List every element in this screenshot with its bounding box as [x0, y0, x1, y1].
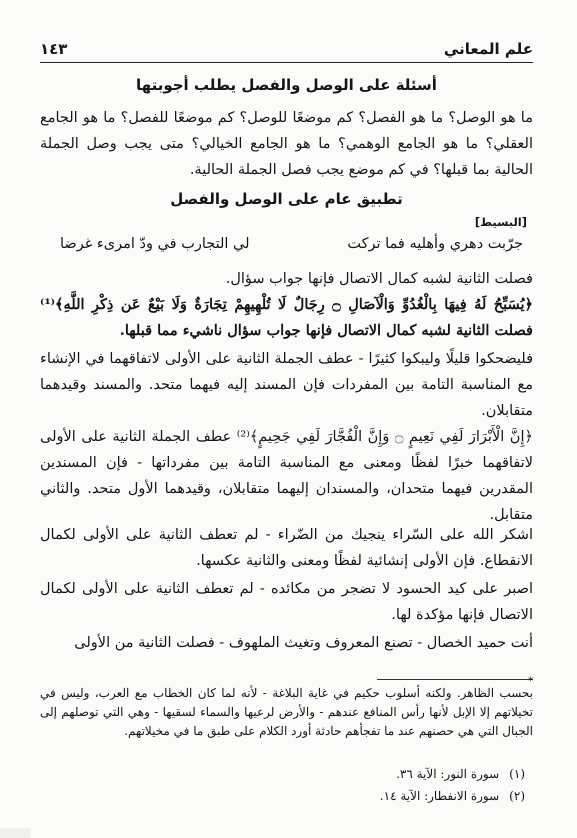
paragraph-4: ﴿إِنَّ الْأَبْرَارَ لَفِي نَعِيمٍ ۝ وَإِنَّ الْفُجَّارَ لَفِي جَحِيمٍ﴾⁽²⁾ عطف الجملة الثانية على الأولى لاتفاقهما خبرًا لفظًا ومعنى مع المناسبة التامة بين مفرداتها - فإن المسندين المقدرين فيهما متحدان، والمسندان إليهما متقابلان، وقيدهما الأول متحد. والثاني متقابل.: [40, 429, 533, 523]
footnote-star-mark: *: [528, 676, 533, 687]
questions-heading: أسئلة على الوصل والفصل يطلب أجوبتها: [136, 76, 437, 94]
application-heading: تطبيق عام على الوصل والفصل: [170, 190, 403, 208]
footnote-rule: [377, 679, 533, 680]
footnote-1: [396, 765, 525, 784]
paragraph-5: اشكر الله على السّراء ينجيك من الضّراء - لم تعطف الثانية على الأولى لكمال الانقطاع. فإن الأولى إنشائية لفظًا ومعنى والثانية عكسها.: [40, 527, 533, 569]
questions-paragraph: ما هو الوصل؟ ما هو الفصل؟ كم موضعًا للوصل؟ كم موضعًا للفصل؟ ما هو الجامع العقلي؟ ما هو الجامع الوهمي؟ ما هو الجامع الخيالي؟ متى يجب وصل الجملة الحالية بما قبلها؟ في كم موضع يجب فصل الجملة الحالية.: [40, 110, 533, 178]
header-section-title: علم المعاني: [443, 40, 533, 58]
page-number: ١٤٣: [40, 40, 68, 58]
footnote-1-text: سورة النور: الآية ٣٦.: [396, 767, 500, 781]
meter-tag: [البسيط]: [474, 215, 527, 229]
footnote-1-number: (١): [509, 767, 525, 781]
paragraph-2: ﴿يُسَبِّحُ لَهُ فِيهَا بِالْغُدُوِّ وَالْآصَالِ ۝ رِجَالٌ لَا تُلْهِيهِمْ تِجَارَةٌ وَلَا بَيْعٌ عَن ذِكْرِ اللَّهِ﴾⁽¹⁾ فصلت الثانية لشبه كمال الاتصال فإنها جواب سؤال ناشيء مما قبلها.: [40, 296, 533, 339]
scan-edge: [0, 828, 30, 838]
footnote-2-text: سورة الانفطار: الآية ١٤.: [379, 789, 500, 803]
header-rule: [40, 62, 533, 63]
paragraph-3: فليضحكوا قليلًا وليبكوا كثيرًا - عطف الجملة الثانية على الأولى لاتفاقهما في الإنشاء مع المناسبة التامة بين المفردات فإن المسند إليه فيهما متحد. والمسند وقيدهما متقابلان.: [40, 351, 533, 419]
paragraph-1: فصلت الثانية لشبه كمال الاتصال فإنها جواب سؤال.: [225, 271, 533, 287]
paragraph-6: اصبر على كيد الحسود لا تضجر من مكائده - لم تعطف الثانية على الأولى لكمال الاتصال فإنها مؤكدة لها.: [40, 581, 533, 623]
footnote-2: [380, 787, 525, 806]
running-header: [40, 36, 533, 58]
poetry-verse: [60, 236, 523, 262]
verse-hemistich-first: جرّبت دهري وأهليه فما تركت: [347, 236, 523, 252]
footnote-2-number: (٢): [509, 789, 525, 803]
verse-hemistich-second: لي التجارب في ودّ امرىء غرضا: [60, 236, 250, 252]
paragraph-7: أنت حميد الخصال - تصنع المعروف وتغيث الملهوف - فصلت الثانية من الأولى: [74, 635, 533, 651]
footnote-star-text: بحسب الظاهر. ولكنه أسلوب حكيم في غاية البلاغة - لأنه لما كان الخطاب مع العرب، وليس في تخيلاتهم إلا الإبل لأنها رأس المنافع عندهم - والأرض لرعيها والسماء لسقيها - وهي التي توصلهم إلى الجبال التي هي حصنهم عند ما تفجأهم حادثة أورد الكلام على طبق ما في مخيلاتهم.: [40, 686, 533, 738]
